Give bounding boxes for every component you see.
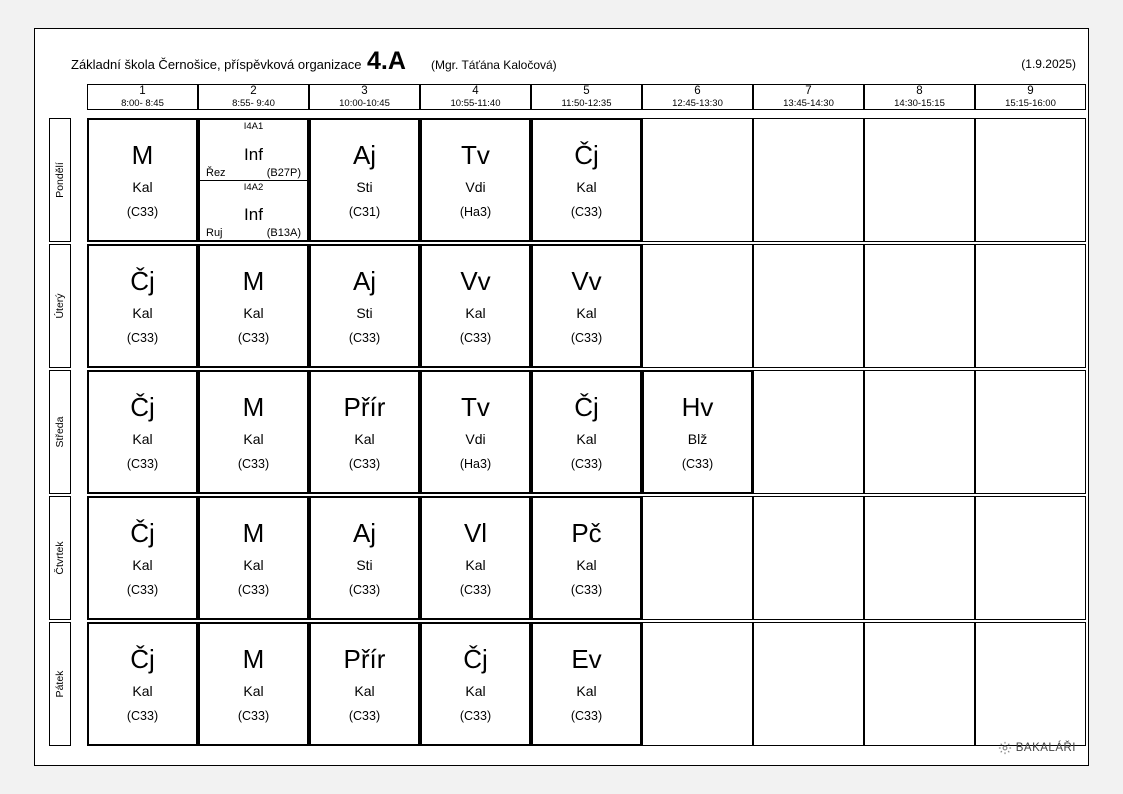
hour-number: 7 (805, 85, 812, 97)
class-name: 4.A (367, 47, 406, 75)
lesson-cell-empty (864, 622, 975, 746)
lesson-body (200, 246, 307, 366)
lesson-cell-empty (864, 370, 975, 494)
lesson-teacher: Vdi (465, 431, 486, 447)
hour-number: 9 (1027, 85, 1034, 97)
lesson-room: (Ha3) (459, 457, 492, 471)
hour-header-1 (87, 84, 198, 110)
lesson-body (200, 498, 307, 618)
lesson-cell-empty (642, 496, 753, 620)
lesson-room: (C33) (126, 457, 159, 471)
hour-number: 4 (472, 85, 479, 97)
hour-header-5 (531, 84, 642, 110)
lesson-teacher: Kal (243, 431, 264, 447)
lesson-subject: Ev (571, 644, 602, 674)
lesson-cell[interactable] (531, 370, 642, 494)
lesson-room: (C33) (126, 583, 159, 597)
hour-time-range: 11:50-12:35 (561, 98, 612, 109)
lesson-subject: Přír (343, 392, 386, 422)
lesson-body (311, 246, 418, 366)
gear-icon (998, 741, 1012, 755)
lesson-body (533, 624, 640, 744)
lesson-subject: Pč (571, 518, 602, 548)
lesson-body (200, 372, 307, 492)
hour-time-range: 8:00- 8:45 (121, 98, 164, 109)
lesson-teacher: Kal (465, 683, 486, 699)
lesson-cell[interactable] (309, 496, 420, 620)
lesson-room: (C33) (459, 709, 492, 723)
lesson-cell-empty (642, 622, 753, 746)
lesson-room: (C33) (237, 583, 270, 597)
lesson-room: (C33) (126, 205, 159, 219)
lesson-room: (C33) (348, 331, 381, 345)
lesson-room: (C33) (126, 331, 159, 345)
lesson-cell[interactable] (87, 118, 198, 242)
lesson-cell[interactable] (531, 244, 642, 368)
lesson-cell[interactable] (420, 244, 531, 368)
lesson-cell-empty (753, 244, 864, 368)
lesson-teacher: Kal (243, 557, 264, 573)
lesson-body (89, 498, 196, 618)
lesson-room: (C33) (570, 205, 603, 219)
lesson-subject: Tv (461, 140, 490, 170)
lesson-cell-empty (975, 118, 1086, 242)
lesson-cell[interactable] (198, 244, 309, 368)
lesson-subject: M (242, 392, 265, 422)
lesson-teacher: Kal (354, 683, 375, 699)
lesson-subject: M (242, 518, 265, 548)
day-label-text: Úterý (54, 293, 66, 319)
lesson-body (422, 372, 529, 492)
lesson-room: (C33) (570, 457, 603, 471)
lesson-body-split (200, 120, 307, 240)
lesson-subject: Vl (463, 518, 488, 548)
lesson-cell[interactable] (87, 244, 198, 368)
lesson-subject: Čj (130, 392, 155, 422)
lesson-teacher: Kal (354, 431, 375, 447)
lesson-teacher: Sti (356, 557, 373, 573)
hour-time-range: 10:55-11:40 (450, 98, 501, 109)
lesson-subject: Čj (463, 644, 488, 674)
lesson-cell-empty (975, 370, 1086, 494)
lesson-room: (C33) (348, 457, 381, 471)
lesson-cell[interactable] (309, 118, 420, 242)
lesson-room: (C33) (570, 583, 603, 597)
lesson-teacher: Kal (465, 305, 486, 321)
lesson-room: (C33) (570, 331, 603, 345)
hour-number: 5 (583, 85, 590, 97)
lesson-teacher: Ruj (206, 227, 223, 239)
valid-from-date: (1.9.2025) (1021, 57, 1076, 71)
lesson-body (533, 372, 640, 492)
lesson-subject: Čj (130, 266, 155, 296)
day-label-2 (49, 244, 71, 368)
lesson-room: (C33) (237, 709, 270, 723)
day-label-3 (49, 370, 71, 494)
lesson-cell-empty (864, 244, 975, 368)
lesson-subject: Aj (352, 140, 377, 170)
lesson-cell-empty (753, 622, 864, 746)
day-label-text: Pátek (54, 670, 66, 698)
lesson-subject: Hv (681, 392, 714, 422)
lesson-teacher: Kal (576, 683, 597, 699)
lesson-cell[interactable] (87, 496, 198, 620)
lesson-subject: Aj (352, 266, 377, 296)
lesson-body (200, 624, 307, 744)
lesson-subject: Aj (352, 518, 377, 548)
lesson-cell-empty (753, 370, 864, 494)
lesson-cell[interactable] (198, 622, 309, 746)
grid-corner (49, 84, 87, 110)
lesson-body (533, 120, 640, 240)
hour-number: 2 (250, 85, 257, 97)
lesson-room: (C33) (126, 709, 159, 723)
class-teacher: (Mgr. Táťána Kaločová) (431, 58, 557, 72)
lesson-cell-empty (975, 622, 1086, 746)
lesson-cell[interactable] (531, 118, 642, 242)
lesson-group[interactable] (200, 120, 307, 180)
lesson-cell[interactable] (198, 370, 309, 494)
lesson-cell-empty (642, 118, 753, 242)
hour-number: 3 (361, 85, 368, 97)
lesson-body (644, 372, 751, 492)
lesson-body (89, 624, 196, 744)
lesson-cell-empty (864, 118, 975, 242)
lesson-subject: Čj (130, 644, 155, 674)
lesson-subject: Přír (343, 644, 386, 674)
lesson-body (311, 120, 418, 240)
day-label-text: Čtvrtek (54, 541, 66, 575)
day-label-text: Středa (54, 416, 66, 448)
lesson-meta (200, 167, 307, 179)
lesson-teacher: Kal (132, 305, 153, 321)
lesson-body (533, 246, 640, 366)
lesson-subject: M (242, 644, 265, 674)
day-label-1 (49, 118, 71, 242)
lesson-teacher: Kal (576, 179, 597, 195)
lesson-room: (C31) (348, 205, 381, 219)
lesson-cell-empty (642, 244, 753, 368)
lesson-teacher: Sti (356, 305, 373, 321)
hour-time-range: 12:45-13:30 (672, 98, 723, 109)
lesson-cell[interactable] (531, 496, 642, 620)
lesson-body (89, 372, 196, 492)
day-label-4 (49, 496, 71, 620)
lesson-cell[interactable] (87, 370, 198, 494)
lesson-cell[interactable] (642, 370, 753, 494)
lesson-cell[interactable] (198, 496, 309, 620)
hour-header-9 (975, 84, 1086, 110)
lesson-teacher: Kal (243, 305, 264, 321)
lesson-teacher: Kal (576, 557, 597, 573)
lesson-teacher: Kal (132, 431, 153, 447)
hour-header-6 (642, 84, 753, 110)
lesson-body (422, 246, 529, 366)
hour-time-range: 8:55- 9:40 (232, 98, 275, 109)
lesson-cell[interactable] (87, 622, 198, 746)
school-name: Základní škola Černošice, příspěvková organizace (71, 57, 362, 72)
lesson-body (533, 498, 640, 618)
lesson-meta (200, 227, 307, 239)
lesson-room: (C33) (681, 457, 714, 471)
lesson-body (422, 624, 529, 744)
sheet-header (35, 29, 1088, 79)
lesson-teacher: Kal (576, 305, 597, 321)
hour-header-4 (420, 84, 531, 110)
lesson-cell[interactable] (309, 622, 420, 746)
lesson-body (311, 498, 418, 618)
lesson-group-name: I4A2 (243, 181, 264, 193)
hour-header-3 (309, 84, 420, 110)
timetable-sheet (34, 28, 1089, 766)
lesson-cell[interactable] (309, 370, 420, 494)
day-label-5 (49, 622, 71, 746)
lesson-body (89, 246, 196, 366)
bakalari-logo (998, 741, 1076, 755)
lesson-room: (C33) (237, 331, 270, 345)
lesson-cell-empty (975, 496, 1086, 620)
lesson-cell[interactable] (420, 370, 531, 494)
lesson-room: (C33) (459, 583, 492, 597)
lesson-room: (C33) (459, 331, 492, 345)
lesson-teacher: Kal (243, 683, 264, 699)
lesson-teacher: Řez (206, 166, 226, 179)
lesson-body (422, 120, 529, 240)
lesson-room: (C33) (348, 583, 381, 597)
lesson-cell-empty (975, 244, 1086, 368)
hour-time-range: 15:15-16:00 (1005, 98, 1056, 109)
lesson-cell[interactable] (420, 496, 531, 620)
lesson-room: (C33) (237, 457, 270, 471)
lesson-cell-empty (864, 496, 975, 620)
hour-header-8 (864, 84, 975, 110)
lesson-subject: Čj (574, 392, 599, 422)
lesson-teacher: Sti (356, 179, 373, 195)
hour-header-2 (198, 84, 309, 110)
lesson-teacher: Kal (132, 683, 153, 699)
lesson-subject: Čj (130, 518, 155, 548)
hour-time-range: 14:30-15:15 (894, 98, 945, 109)
lesson-group[interactable] (200, 180, 307, 241)
lesson-body (311, 624, 418, 744)
lesson-teacher: Kal (132, 557, 153, 573)
lesson-subject: Čj (574, 140, 599, 170)
lesson-teacher: Kal (132, 179, 153, 195)
lesson-teacher: Kal (576, 431, 597, 447)
lesson-cell-empty (753, 496, 864, 620)
hour-time-range: 10:00-10:45 (339, 98, 390, 109)
lesson-body (422, 498, 529, 618)
day-label-text: Pondělí (54, 162, 66, 198)
logo-text: BAKALÁŘI (1015, 742, 1076, 754)
lesson-room: (C33) (348, 709, 381, 723)
hour-number: 6 (694, 85, 701, 97)
lesson-cell[interactable] (420, 118, 531, 242)
lesson-cell-empty (753, 118, 864, 242)
lesson-subject: Inf (244, 144, 263, 164)
hour-number: 1 (139, 85, 146, 97)
lesson-body (311, 372, 418, 492)
lesson-teacher: Blž (687, 431, 708, 447)
lesson-room: (B27P) (266, 166, 301, 179)
lesson-teacher: Kal (465, 557, 486, 573)
lesson-room: (C33) (570, 709, 603, 723)
lesson-room: (Ha3) (459, 205, 492, 219)
lesson-subject: Tv (461, 392, 490, 422)
lesson-subject: Vv (571, 266, 602, 296)
lesson-subject: M (131, 140, 154, 170)
lesson-cell[interactable] (309, 244, 420, 368)
lesson-room: (B13A) (266, 227, 301, 239)
lesson-group-name: I4A1 (243, 121, 264, 132)
lesson-subject: Vv (460, 266, 491, 296)
hour-number: 8 (916, 85, 923, 97)
lesson-teacher: Vdi (465, 179, 486, 195)
hour-header-7 (753, 84, 864, 110)
hour-time-range: 13:45-14:30 (783, 98, 834, 109)
lesson-body (89, 120, 196, 240)
lesson-subject: Inf (244, 205, 263, 225)
lesson-cell[interactable] (420, 622, 531, 746)
lesson-subject: M (242, 266, 265, 296)
lesson-cell[interactable] (198, 118, 309, 242)
lesson-cell[interactable] (531, 622, 642, 746)
